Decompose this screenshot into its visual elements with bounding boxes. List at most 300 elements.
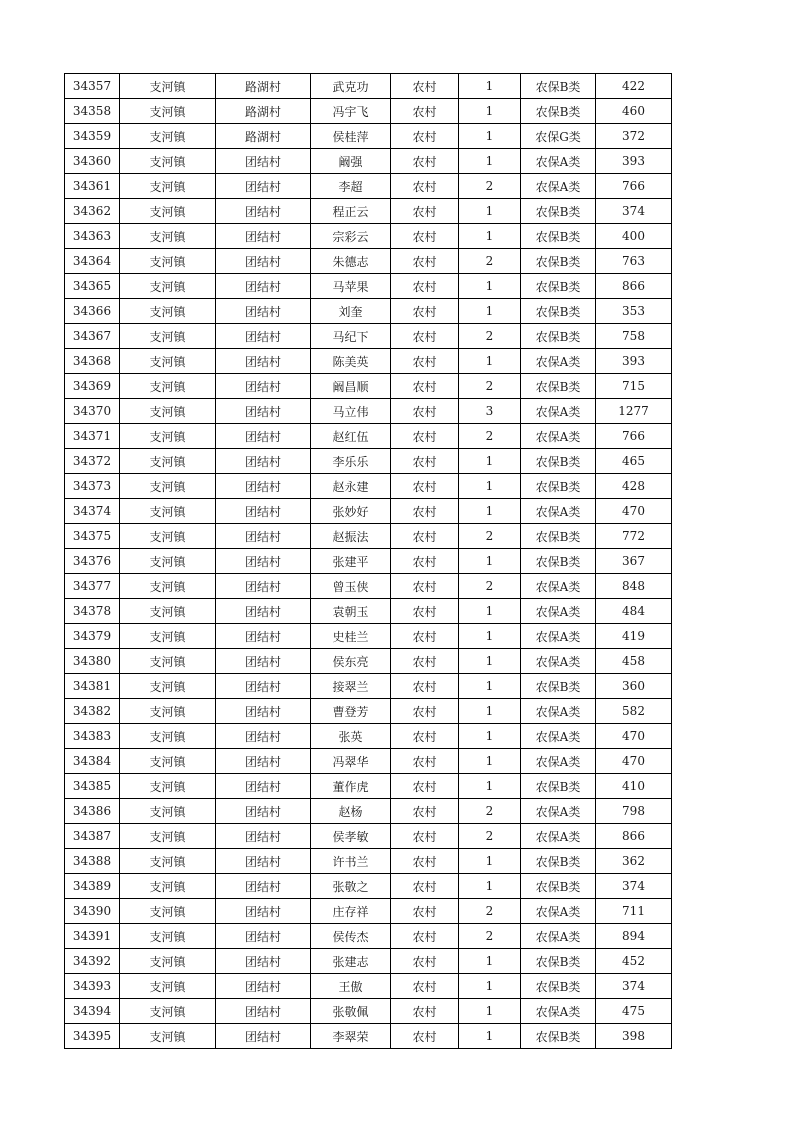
cell-insurance-type: 农保A类 [521,924,596,949]
cell-area-type: 农村 [391,599,459,624]
cell-amount: 362 [596,849,672,874]
cell-person-name: 陈美英 [311,349,391,374]
table-row [65,174,672,199]
cell-amount: 465 [596,449,672,474]
cell-village: 团结村 [216,199,311,224]
cell-record-id: 34392 [65,949,120,974]
cell-person-count: 1 [459,1024,521,1049]
cell-record-id: 34359 [65,124,120,149]
cell-area-type: 农村 [391,199,459,224]
cell-person-name: 曹登芳 [311,699,391,724]
cell-amount: 470 [596,749,672,774]
table-row [65,799,672,824]
cell-area-type: 农村 [391,474,459,499]
cell-record-id: 34365 [65,274,120,299]
cell-town: 支河镇 [120,924,216,949]
cell-village: 团结村 [216,899,311,924]
cell-town: 支河镇 [120,874,216,899]
cell-area-type: 农村 [391,899,459,924]
table-row [65,574,672,599]
cell-record-id: 34382 [65,699,120,724]
table-row [65,274,672,299]
cell-person-count: 1 [459,124,521,149]
cell-village: 团结村 [216,874,311,899]
cell-person-name: 王傲 [311,974,391,999]
cell-village: 团结村 [216,549,311,574]
cell-town: 支河镇 [120,699,216,724]
cell-amount: 374 [596,874,672,899]
cell-person-count: 1 [459,549,521,574]
cell-person-name: 侯孝敏 [311,824,391,849]
cell-insurance-type: 农保B类 [521,849,596,874]
cell-area-type: 农村 [391,799,459,824]
cell-amount: 419 [596,624,672,649]
records-table [64,73,672,1049]
cell-record-id: 34376 [65,549,120,574]
cell-town: 支河镇 [120,799,216,824]
cell-area-type: 农村 [391,774,459,799]
cell-person-name: 李超 [311,174,391,199]
cell-village: 团结村 [216,424,311,449]
cell-amount: 1277 [596,399,672,424]
cell-village: 团结村 [216,924,311,949]
cell-town: 支河镇 [120,524,216,549]
cell-amount: 398 [596,1024,672,1049]
cell-person-count: 1 [459,474,521,499]
cell-insurance-type: 农保B类 [521,99,596,124]
cell-person-count: 1 [459,499,521,524]
cell-area-type: 农村 [391,424,459,449]
cell-area-type: 农村 [391,249,459,274]
cell-town: 支河镇 [120,399,216,424]
table-row [65,224,672,249]
cell-insurance-type: 农保A类 [521,999,596,1024]
cell-amount: 374 [596,199,672,224]
cell-person-count: 2 [459,924,521,949]
cell-town: 支河镇 [120,124,216,149]
cell-record-id: 34379 [65,624,120,649]
cell-village: 团结村 [216,849,311,874]
table-row [65,699,672,724]
cell-town: 支河镇 [120,549,216,574]
cell-person-count: 1 [459,349,521,374]
cell-person-name: 张敬佩 [311,999,391,1024]
cell-person-count: 1 [459,274,521,299]
cell-village: 团结村 [216,824,311,849]
cell-area-type: 农村 [391,949,459,974]
cell-amount: 372 [596,124,672,149]
cell-person-name: 张敬之 [311,874,391,899]
cell-village: 团结村 [216,949,311,974]
cell-insurance-type: 农保B类 [521,674,596,699]
table-row [65,74,672,99]
cell-record-id: 34367 [65,324,120,349]
cell-amount: 460 [596,99,672,124]
cell-person-name: 袁朝玉 [311,599,391,624]
table-row [65,249,672,274]
table-row [65,1024,672,1049]
cell-insurance-type: 农保B类 [521,1024,596,1049]
cell-amount: 894 [596,924,672,949]
cell-person-name: 赵杨 [311,799,391,824]
cell-amount: 475 [596,999,672,1024]
cell-area-type: 农村 [391,449,459,474]
cell-village: 团结村 [216,1024,311,1049]
cell-record-id: 34394 [65,999,120,1024]
cell-person-name: 赵振法 [311,524,391,549]
cell-area-type: 农村 [391,649,459,674]
cell-person-name: 朱德志 [311,249,391,274]
cell-town: 支河镇 [120,624,216,649]
cell-village: 团结村 [216,149,311,174]
cell-town: 支河镇 [120,649,216,674]
cell-town: 支河镇 [120,824,216,849]
cell-person-count: 1 [459,749,521,774]
table-row [65,924,672,949]
cell-area-type: 农村 [391,74,459,99]
cell-person-count: 2 [459,374,521,399]
cell-record-id: 34390 [65,899,120,924]
cell-area-type: 农村 [391,499,459,524]
cell-area-type: 农村 [391,349,459,374]
cell-insurance-type: 农保A类 [521,399,596,424]
cell-area-type: 农村 [391,749,459,774]
cell-amount: 452 [596,949,672,974]
cell-amount: 866 [596,824,672,849]
cell-insurance-type: 农保A类 [521,149,596,174]
cell-person-name: 冯翠华 [311,749,391,774]
cell-person-name: 侯桂萍 [311,124,391,149]
cell-area-type: 农村 [391,824,459,849]
table-row [65,424,672,449]
cell-town: 支河镇 [120,299,216,324]
cell-town: 支河镇 [120,724,216,749]
cell-village: 团结村 [216,674,311,699]
table-row [65,949,672,974]
cell-area-type: 农村 [391,974,459,999]
cell-area-type: 农村 [391,374,459,399]
cell-record-id: 34388 [65,849,120,874]
table-row [65,774,672,799]
table-row [65,674,672,699]
cell-person-count: 1 [459,999,521,1024]
table-row [65,874,672,899]
cell-person-count: 1 [459,949,521,974]
cell-town: 支河镇 [120,949,216,974]
cell-person-name: 刘奎 [311,299,391,324]
table-row [65,749,672,774]
cell-town: 支河镇 [120,974,216,999]
cell-area-type: 农村 [391,399,459,424]
cell-amount: 715 [596,374,672,399]
cell-amount: 848 [596,574,672,599]
table-row [65,649,672,674]
table-row [65,474,672,499]
cell-person-name: 张建志 [311,949,391,974]
cell-person-name: 张妙好 [311,499,391,524]
cell-record-id: 34372 [65,449,120,474]
cell-record-id: 34393 [65,974,120,999]
cell-village: 团结村 [216,999,311,1024]
cell-area-type: 农村 [391,849,459,874]
cell-town: 支河镇 [120,199,216,224]
cell-area-type: 农村 [391,549,459,574]
table-row [65,124,672,149]
cell-person-name: 侯传杰 [311,924,391,949]
cell-village: 团结村 [216,724,311,749]
table-row [65,449,672,474]
cell-record-id: 34358 [65,99,120,124]
cell-record-id: 34377 [65,574,120,599]
cell-town: 支河镇 [120,499,216,524]
cell-area-type: 农村 [391,99,459,124]
cell-town: 支河镇 [120,99,216,124]
cell-person-name: 阚昌顺 [311,374,391,399]
cell-village: 路湖村 [216,99,311,124]
cell-insurance-type: 农保A类 [521,649,596,674]
cell-person-name: 史桂兰 [311,624,391,649]
cell-person-count: 1 [459,649,521,674]
cell-village: 路湖村 [216,124,311,149]
table-row [65,99,672,124]
cell-record-id: 34387 [65,824,120,849]
cell-person-count: 1 [459,74,521,99]
cell-record-id: 34369 [65,374,120,399]
cell-record-id: 34383 [65,724,120,749]
cell-insurance-type: 农保A类 [521,424,596,449]
cell-village: 团结村 [216,649,311,674]
cell-insurance-type: 农保A类 [521,599,596,624]
cell-person-count: 1 [459,724,521,749]
table-row [65,849,672,874]
cell-person-count: 2 [459,174,521,199]
cell-record-id: 34364 [65,249,120,274]
cell-insurance-type: 农保A类 [521,574,596,599]
cell-insurance-type: 农保A类 [521,899,596,924]
cell-insurance-type: 农保A类 [521,624,596,649]
cell-town: 支河镇 [120,999,216,1024]
cell-area-type: 农村 [391,524,459,549]
cell-village: 团结村 [216,624,311,649]
cell-insurance-type: 农保A类 [521,799,596,824]
cell-village: 团结村 [216,324,311,349]
cell-village: 团结村 [216,249,311,274]
cell-person-count: 1 [459,774,521,799]
table-row [65,399,672,424]
cell-person-count: 1 [459,149,521,174]
cell-person-count: 1 [459,224,521,249]
cell-village: 团结村 [216,224,311,249]
cell-record-id: 34391 [65,924,120,949]
cell-area-type: 农村 [391,574,459,599]
cell-person-name: 曾玉侠 [311,574,391,599]
cell-town: 支河镇 [120,424,216,449]
table-row [65,999,672,1024]
cell-record-id: 34357 [65,74,120,99]
cell-person-name: 武克功 [311,74,391,99]
table-row [65,824,672,849]
cell-village: 团结村 [216,474,311,499]
cell-record-id: 34395 [65,1024,120,1049]
cell-area-type: 农村 [391,699,459,724]
cell-town: 支河镇 [120,599,216,624]
cell-village: 团结村 [216,774,311,799]
table-row [65,374,672,399]
cell-village: 团结村 [216,174,311,199]
cell-amount: 428 [596,474,672,499]
cell-amount: 393 [596,349,672,374]
cell-area-type: 农村 [391,624,459,649]
cell-record-id: 34385 [65,774,120,799]
table-row [65,199,672,224]
cell-record-id: 34384 [65,749,120,774]
cell-town: 支河镇 [120,374,216,399]
table-row [65,499,672,524]
cell-person-count: 2 [459,799,521,824]
cell-person-name: 李乐乐 [311,449,391,474]
cell-insurance-type: 农保A类 [521,699,596,724]
cell-amount: 763 [596,249,672,274]
cell-person-count: 1 [459,699,521,724]
cell-area-type: 农村 [391,124,459,149]
cell-town: 支河镇 [120,574,216,599]
cell-area-type: 农村 [391,274,459,299]
cell-person-count: 2 [459,249,521,274]
cell-village: 团结村 [216,374,311,399]
cell-amount: 484 [596,599,672,624]
records-table-body [65,74,672,1049]
cell-person-name: 马纪下 [311,324,391,349]
cell-insurance-type: 农保B类 [521,274,596,299]
cell-town: 支河镇 [120,849,216,874]
cell-person-name: 冯宇飞 [311,99,391,124]
cell-person-name: 庄存祥 [311,899,391,924]
cell-record-id: 34378 [65,599,120,624]
cell-insurance-type: 农保B类 [521,74,596,99]
cell-village: 路湖村 [216,74,311,99]
cell-insurance-type: 农保A类 [521,499,596,524]
cell-person-count: 2 [459,899,521,924]
cell-area-type: 农村 [391,674,459,699]
cell-amount: 582 [596,699,672,724]
cell-town: 支河镇 [120,674,216,699]
cell-village: 团结村 [216,399,311,424]
cell-village: 团结村 [216,299,311,324]
cell-amount: 711 [596,899,672,924]
table-row [65,974,672,999]
cell-amount: 766 [596,174,672,199]
cell-person-count: 1 [459,624,521,649]
cell-person-count: 1 [459,99,521,124]
table-row [65,899,672,924]
cell-village: 团结村 [216,574,311,599]
cell-village: 团结村 [216,599,311,624]
cell-amount: 470 [596,724,672,749]
cell-person-name: 侯东亮 [311,649,391,674]
cell-person-name: 马立伟 [311,399,391,424]
cell-person-count: 3 [459,399,521,424]
cell-amount: 458 [596,649,672,674]
cell-area-type: 农村 [391,874,459,899]
cell-person-count: 2 [459,824,521,849]
cell-amount: 758 [596,324,672,349]
table-row [65,724,672,749]
table-row [65,349,672,374]
cell-town: 支河镇 [120,274,216,299]
cell-town: 支河镇 [120,349,216,374]
cell-person-name: 李翠荣 [311,1024,391,1049]
cell-person-count: 1 [459,974,521,999]
cell-village: 团结村 [216,499,311,524]
cell-amount: 410 [596,774,672,799]
cell-person-count: 1 [459,449,521,474]
cell-town: 支河镇 [120,449,216,474]
cell-town: 支河镇 [120,324,216,349]
cell-insurance-type: 农保B类 [521,449,596,474]
cell-person-name: 张英 [311,724,391,749]
cell-insurance-type: 农保A类 [521,749,596,774]
cell-person-count: 2 [459,424,521,449]
cell-town: 支河镇 [120,149,216,174]
cell-person-name: 宗彩云 [311,224,391,249]
cell-village: 团结村 [216,349,311,374]
cell-town: 支河镇 [120,749,216,774]
cell-town: 支河镇 [120,224,216,249]
cell-town: 支河镇 [120,774,216,799]
table-row [65,524,672,549]
cell-amount: 766 [596,424,672,449]
cell-record-id: 34389 [65,874,120,899]
cell-insurance-type: 农保A类 [521,824,596,849]
cell-amount: 772 [596,524,672,549]
cell-record-id: 34375 [65,524,120,549]
cell-insurance-type: 农保A类 [521,724,596,749]
table-row [65,624,672,649]
cell-person-name: 董作虎 [311,774,391,799]
cell-record-id: 34371 [65,424,120,449]
cell-insurance-type: 农保B类 [521,199,596,224]
cell-village: 团结村 [216,749,311,774]
cell-person-count: 1 [459,849,521,874]
cell-person-count: 1 [459,599,521,624]
cell-insurance-type: 农保B类 [521,874,596,899]
table-row [65,324,672,349]
cell-area-type: 农村 [391,1024,459,1049]
cell-person-name: 阚强 [311,149,391,174]
cell-insurance-type: 农保B类 [521,249,596,274]
cell-town: 支河镇 [120,1024,216,1049]
table-row [65,149,672,174]
cell-insurance-type: 农保A类 [521,174,596,199]
cell-insurance-type: 农保B类 [521,324,596,349]
cell-insurance-type: 农保B类 [521,524,596,549]
cell-insurance-type: 农保B类 [521,374,596,399]
cell-area-type: 农村 [391,924,459,949]
cell-record-id: 34363 [65,224,120,249]
cell-record-id: 34368 [65,349,120,374]
cell-amount: 353 [596,299,672,324]
cell-person-count: 2 [459,574,521,599]
cell-person-name: 程正云 [311,199,391,224]
cell-town: 支河镇 [120,174,216,199]
cell-insurance-type: 农保B类 [521,974,596,999]
cell-person-count: 1 [459,199,521,224]
cell-insurance-type: 农保B类 [521,949,596,974]
cell-person-name: 赵永建 [311,474,391,499]
cell-amount: 798 [596,799,672,824]
cell-record-id: 34374 [65,499,120,524]
cell-town: 支河镇 [120,474,216,499]
